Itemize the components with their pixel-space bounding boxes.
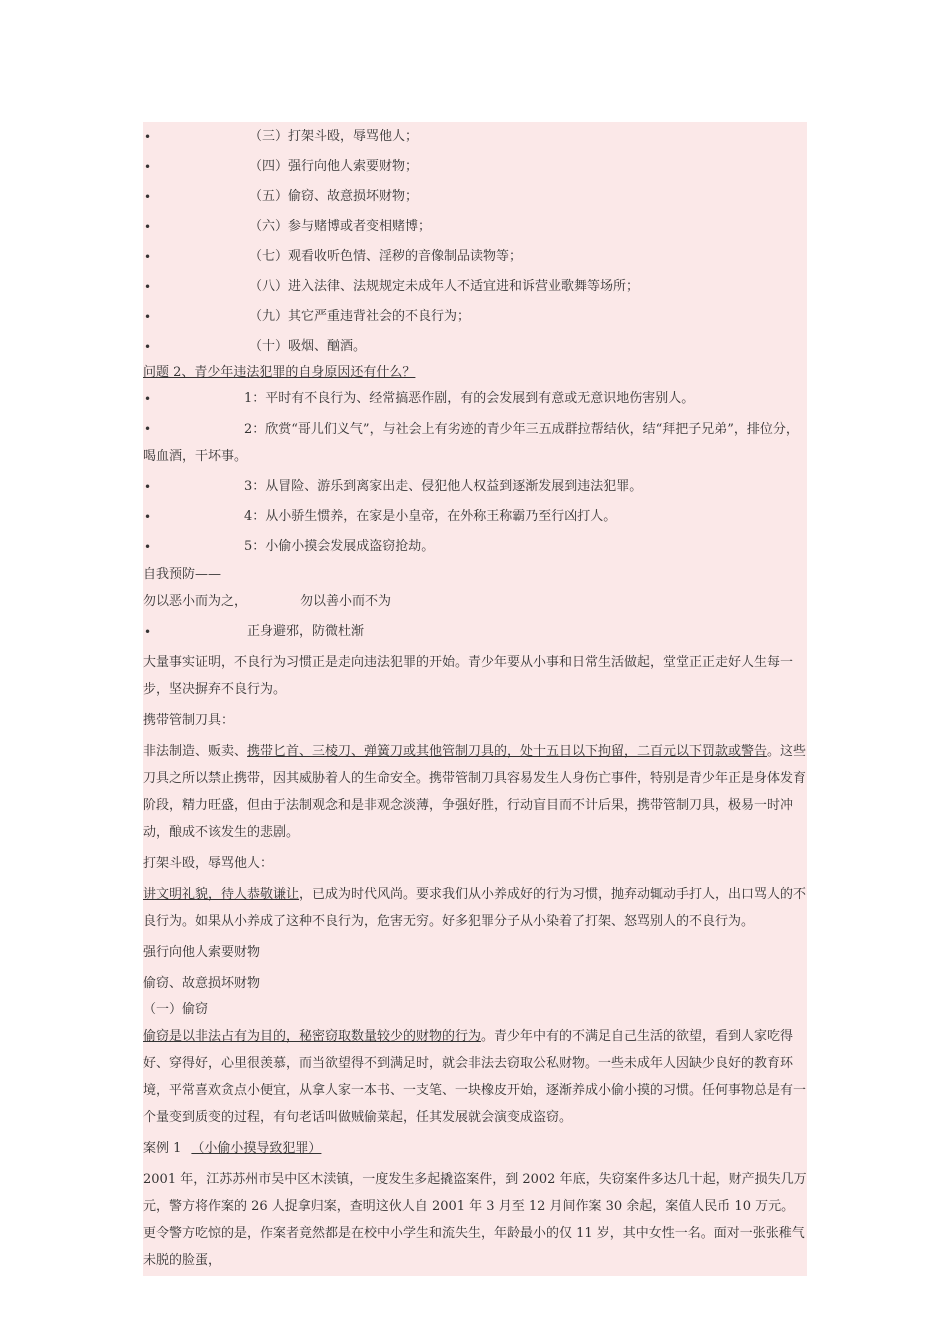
- reason-text: 4：从小骄生惯养，在家是小皇帝，在外称王称霸乃至行凶打人。: [244, 509, 617, 524]
- case-paragraph: 2001 年，江苏苏州市吴中区木渎镇，一度发生多起撬盗案件，到 2002 年底，失窃案件多达几十起，财产损失几万元，警方将作案的 26 人捉拿归案，查明这伙人自 2001 年 3 月至 12 月间作案 30 余起，案值人民币 10 万元。更令警方吃惊的是，作案者竟然都是在校中小学生和流失生，年龄最小的仅 11 岁，其中女性一名。面对一张张稚气未脱的脸蛋，: [143, 1172, 807, 1268]
- self-prevention-heading: 自我预防——: [143, 567, 222, 582]
- reason-text: 3：从冒险、游乐到离家出走、侵犯他人权益到逐渐发展到违法犯罪。: [244, 479, 643, 494]
- reason-item: [143, 384, 807, 414]
- motto-line: [143, 586, 807, 617]
- reason-text: 1：平时有不良行为、经常搞恶作剧，有的会发展到有意或无意识地伤害别人。: [244, 391, 695, 406]
- reason-item: [143, 472, 807, 502]
- reason-item: [143, 532, 807, 562]
- bullet: •: [144, 392, 152, 406]
- fighting-heading: 打架斗殴，辱骂他人：: [143, 856, 274, 871]
- bullet: •: [144, 480, 152, 494]
- bullet: •: [144, 250, 152, 264]
- knives-paragraph: 非法制造、贩卖、携带匕首、三棱刀、弹簧刀或其他管制刀具的，处十五日以下拘留，二百元以下罚款或警告。这些刀具之所以禁止携带，因其威胁着人的生命安全。携带管制刀具容易发生人身伤亡事件，特别是青少年正是身体发育阶段，精力旺盛，但由于法制观念和是非观念淡薄，争强好胜，行动盲目而不计后果，携带管制刀具，极易一时冲动，酿成不该发生的悲剧。: [143, 744, 807, 840]
- list-item: [143, 182, 807, 212]
- fighting-paragraph: 讲文明礼貌，待人恭敬谦让，已成为时代风尚。要求我们从小养成好的行为习惯，抛弃动辄动手打人，出口骂人的不良行为。如果从小养成了这种不良行为，危害无穷。好多犯罪分子从小染着了打架、怒骂别人的不良行为。: [143, 887, 807, 929]
- document-body: [143, 122, 807, 1276]
- case-label: 案例 1: [143, 1141, 182, 1156]
- list-item-text: （六）参与赌博或者变相赌博；: [249, 219, 432, 234]
- bullet: •: [144, 422, 152, 436]
- knives-heading: 携带管制刀具：: [143, 713, 235, 728]
- bullet: •: [144, 130, 152, 144]
- list-item: [143, 272, 807, 302]
- list-item-text: （五）偷窃、故意损坏财物；: [249, 189, 419, 204]
- bullet: •: [144, 160, 152, 174]
- reason-item: [143, 414, 807, 472]
- list-item: [143, 332, 807, 362]
- theft-paragraph: 偷窃是以非法占有为目的，秘密窃取数量较少的财物的行为。青少年中有的不满足自己生活的欲望，看到人家吃得好、穿得好，心里很羡慕，而当欲望得不到满足时，就会非法去窃取公私财物。一些未成年人因缺少良好的教育环境，平常喜欢贪点小便宜，从拿人家一本书、一支笔、一块橡皮开始，逐渐养成小偷小摸的习惯。任何事物总是有一个量变到质变的过程，有句老话叫做贼偷菜起，任其发展就会演变成盗窃。: [143, 1029, 807, 1125]
- bullet: •: [144, 540, 152, 554]
- bullet: •: [144, 280, 152, 294]
- reason-text: 5：小偷小摸会发展成盗窃抢劫。: [244, 539, 435, 554]
- list-item: [143, 302, 807, 332]
- bullet: •: [144, 625, 152, 639]
- list-item: [143, 212, 807, 242]
- list-item: [143, 152, 807, 182]
- reason-text: 2：欣赏“哥儿们义气”，与社会上有劣迹的青少年三五成群拉帮结伙，结“拜把子兄弟”，排位分，喝血酒，干坏事。: [143, 422, 799, 464]
- list-item-text: （三）打架斗殴，辱骂他人；: [249, 129, 419, 144]
- list-item-text: （十）吸烟、酗酒。: [249, 339, 367, 354]
- reason-item: [143, 502, 807, 532]
- theft-sub-heading: （一）偷窃: [143, 1002, 209, 1017]
- list-item-text: （八）进入法律、法规规定未成年人不适宜进和诉营业歌舞等场所；: [249, 279, 640, 294]
- list-item-text: （七）观看收听色情、淫秽的音像制品读物等；: [249, 249, 523, 264]
- list-item: [143, 617, 807, 647]
- bullet: •: [144, 310, 152, 324]
- bullet: •: [144, 340, 152, 354]
- list-item-text: （四）强行向他人索要财物；: [249, 159, 419, 174]
- list-item-text: （九）其它严重违背社会的不良行为；: [249, 309, 471, 324]
- case-heading: [143, 1133, 807, 1164]
- bullet: •: [144, 510, 152, 524]
- theft-heading: 偷窃、故意损坏财物: [143, 976, 261, 991]
- list-item: [143, 242, 807, 272]
- list-item: [143, 122, 807, 152]
- bullet: •: [144, 190, 152, 204]
- motto-1: 勿以恶小而为之，: [143, 594, 248, 609]
- list-item-text: 正身避邪，防微杜渐: [247, 624, 365, 639]
- extortion-heading: 强行向他人索要财物: [143, 945, 261, 960]
- bullet: •: [144, 220, 152, 234]
- question-heading: 问题 2、青少年违法犯罪的自身原因还有什么？: [143, 365, 416, 380]
- intro-paragraph: 大量事实证明，不良行为习惯正是走向违法犯罪的开始。青少年要从小事和日常生活做起，堂堂正正走好人生每一步，坚决摒弃不良行为。: [143, 655, 794, 697]
- motto-2: 勿以善小而不为: [300, 594, 392, 609]
- case-title: （小偷小摸导致犯罪）: [191, 1141, 322, 1156]
